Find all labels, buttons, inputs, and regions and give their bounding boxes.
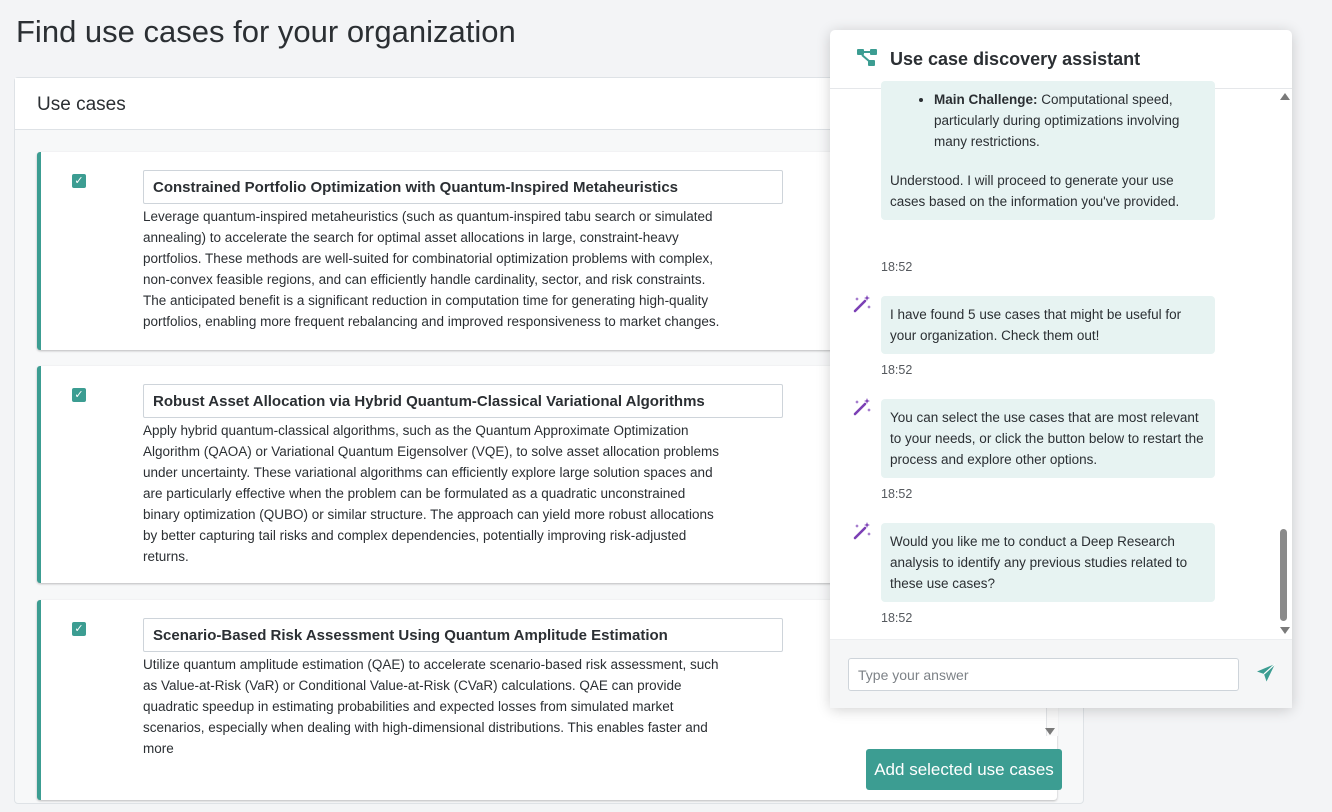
use-cases-header: Use cases (15, 78, 1083, 130)
challenge-text: Computational speed, particularly during optimizations involving many restrictions. (934, 92, 1180, 149)
magic-wand-icon (852, 397, 872, 417)
challenge-label: Main Challenge: (934, 92, 1038, 107)
chat-scrollbar[interactable] (1278, 89, 1290, 639)
message-timestamp: 18:52 (881, 611, 913, 625)
use-case-checkbox[interactable]: ✓ (72, 388, 86, 402)
chat-message-bubble (881, 523, 1215, 602)
scroll-up-arrow-icon[interactable] (1280, 93, 1290, 100)
send-button[interactable] (1254, 662, 1278, 686)
use-case-description: Leverage quantum-inspired metaheuristics (such as quantum-inspired tabu search or simulated annealing) to accelerate the search for optimal asset allocations in large, constraint-heavy portfolios. These methods are well-suited for combinatorial optimization problems with complex, non-convex feasible regions, and can efficiently handle cardinality, sector, and risk constraints. The anticipated benefit is a significant reduction in computation time for generating high-quality portfolios, enabling more frequent rebalancing and improved responsiveness to market changes. (143, 209, 720, 329)
network-icon (856, 47, 878, 72)
send-icon (1256, 671, 1276, 686)
page-title: Find use cases for your organization (16, 14, 516, 49)
chat-message-text: Understood. I will proceed to generate your use cases based on the information you've provided. (890, 173, 1180, 209)
use-case-title-input[interactable]: Constrained Portfolio Optimization with Quantum-Inspired Metaheuristics (143, 170, 783, 204)
chat-message-text: I have found 5 use cases that might be useful for your organization. Check them out! (890, 307, 1182, 343)
use-case-description: Apply hybrid quantum-classical algorithms, such as the Quantum Approximate Optimization Algorithm (QAOA) or Variational Quantum Eigensolver (VQE), to solve asset allocation problems under uncertainty. These variational algorithms can efficiently explore large solution spaces and are particularly effective when the problem can be formulated as a quadratic unconstrained binary optimization (QUBO) or similar structure. The approach can yield more robust allocations by better capturing tail risks and complex dependencies, potentially improving risk-adjusted returns. (143, 423, 719, 564)
chat-message-bubble (881, 296, 1215, 354)
use-case-checkbox[interactable]: ✓ (72, 174, 86, 188)
use-case-description: Utilize quantum amplitude estimation (QAE) to accelerate scenario-based risk assessment, such as Value-at-Risk (VaR) or Conditional Value-at-Risk (CVaR) calculations. QAE can provide quadratic speedup in estimating probabilities and expected losses from simulated market scenarios, especially when dealing with high-dimensional distributions. This enables faster and more (143, 657, 719, 756)
use-case-title-input[interactable]: Scenario-Based Risk Assessment Using Quantum Amplitude Estimation (143, 618, 783, 652)
chat-message-bubble (881, 399, 1215, 478)
scrollbar-thumb[interactable] (1280, 529, 1287, 621)
chat-message-text: Would you like me to conduct a Deep Research analysis to identify any previous studies related to these use cases? (890, 534, 1188, 591)
chat-message-text: You can select the use cases that are most relevant to your needs, or click the button below to restart the process and explore other options. (890, 410, 1204, 467)
add-selected-use-cases-button[interactable]: Add selected use cases (866, 749, 1062, 790)
chat-messages[interactable] (830, 89, 1292, 639)
scroll-down-arrow-icon[interactable] (1045, 728, 1055, 735)
chat-message-bubble (881, 81, 1215, 220)
message-timestamp: 18:52 (881, 363, 913, 377)
use-case-checkbox[interactable]: ✓ (72, 622, 86, 636)
chat-input-bar (830, 639, 1292, 708)
scroll-down-arrow-icon[interactable] (1280, 627, 1290, 634)
message-timestamp: 18:52 (881, 487, 913, 501)
message-timestamp: 18:52 (881, 260, 913, 274)
assistant-panel (830, 30, 1292, 708)
use-case-title-input[interactable]: Robust Asset Allocation via Hybrid Quantum-Classical Variational Algorithms (143, 384, 783, 418)
magic-wand-icon (852, 521, 872, 541)
magic-wand-icon (852, 294, 872, 314)
answer-input[interactable] (848, 658, 1239, 691)
assistant-title: Use case discovery assistant (890, 48, 1141, 69)
